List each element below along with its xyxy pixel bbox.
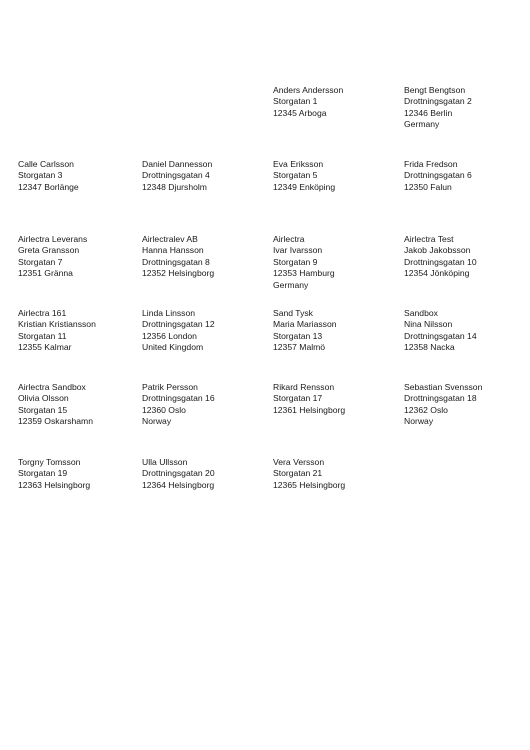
address-line: 12345 Arboga bbox=[273, 107, 327, 118]
address-line: 12348 Djursholm bbox=[142, 181, 207, 192]
address-line: Eva Eriksson bbox=[273, 159, 324, 169]
address-label bbox=[18, 234, 143, 280]
address-label bbox=[404, 308, 529, 354]
address-line: Nina Nilsson bbox=[404, 319, 453, 330]
address-line: Drottningsgatan 16 bbox=[142, 393, 215, 404]
address-line: Airlectra bbox=[273, 234, 305, 244]
address-line: Kristian Kristiansson bbox=[18, 319, 96, 330]
address-line: Germany bbox=[273, 279, 309, 290]
address-line: Airlectra 161 bbox=[18, 308, 67, 318]
address-line: Drottningsgatan 20 bbox=[142, 468, 215, 479]
address-line: Storgatan 17 bbox=[273, 393, 323, 404]
address-line: 12361 Helsingborg bbox=[273, 404, 346, 415]
address-line: 12359 Oskarshamn bbox=[18, 416, 93, 427]
address-line: Maria Mariasson bbox=[273, 319, 337, 330]
address-line: 12347 Borlänge bbox=[18, 181, 79, 192]
address-line: 12351 Gränna bbox=[18, 268, 73, 279]
address-line: 12346 Berlin bbox=[404, 107, 453, 118]
address-line: Airlectralev AB bbox=[142, 234, 198, 244]
address-line: Hanna Hansson bbox=[142, 245, 204, 256]
address-line: Bengt Bengtson bbox=[404, 85, 466, 95]
address-line: 12358 Nacka bbox=[404, 342, 455, 353]
address-label bbox=[273, 85, 398, 119]
address-line: Sand Tysk bbox=[273, 308, 313, 318]
address-line: Jakob Jakobsson bbox=[404, 245, 471, 256]
address-line: Olivia Olsson bbox=[18, 393, 69, 404]
address-line: 12362 Oslo bbox=[404, 404, 448, 415]
address-line: Sebastian Svensson bbox=[404, 382, 483, 392]
address-line: Sandbox bbox=[404, 308, 438, 318]
address-line: Drottningsgatan 4 bbox=[142, 170, 210, 181]
address-line: 12365 Helsingborg bbox=[273, 479, 346, 490]
address-label bbox=[142, 308, 267, 354]
address-line: Drottningsgatan 8 bbox=[142, 256, 210, 267]
address-line: Linda Linsson bbox=[142, 308, 196, 318]
address-line: Storgatan 7 bbox=[18, 256, 63, 267]
address-line: 12349 Enköping bbox=[273, 181, 336, 192]
address-line: 12364 Helsingborg bbox=[142, 479, 215, 490]
address-line: Anders Andersson bbox=[273, 85, 344, 95]
address-label bbox=[18, 382, 143, 428]
address-line: Storgatan 3 bbox=[18, 170, 63, 181]
address-line: 12354 Jönköping bbox=[404, 268, 470, 279]
address-label bbox=[404, 85, 529, 131]
address-line: Drottningsgatan 12 bbox=[142, 319, 215, 330]
address-label bbox=[404, 234, 529, 280]
address-line: 12350 Falun bbox=[404, 181, 452, 192]
address-line: Ulla Ullsson bbox=[142, 457, 188, 467]
address-line: Storgatan 13 bbox=[273, 330, 323, 341]
address-line: Germany bbox=[404, 119, 440, 130]
address-label bbox=[142, 382, 267, 428]
address-line: Airlectra Test bbox=[404, 234, 454, 244]
address-line: Drottningsgatan 14 bbox=[404, 330, 477, 341]
address-label bbox=[142, 234, 267, 280]
address-label bbox=[273, 382, 398, 416]
address-line: 12360 Oslo bbox=[142, 404, 186, 415]
address-label bbox=[404, 159, 529, 193]
address-label bbox=[273, 234, 398, 291]
address-line: Drottningsgatan 10 bbox=[404, 256, 477, 267]
address-label bbox=[18, 159, 143, 193]
address-line: 12352 Helsingborg bbox=[142, 268, 215, 279]
address-line: Calle Carlsson bbox=[18, 159, 74, 169]
address-label bbox=[142, 457, 267, 491]
address-line: 12357 Malmö bbox=[273, 342, 326, 353]
address-label bbox=[404, 382, 529, 428]
address-label bbox=[273, 308, 398, 354]
address-line: 12363 Helsingborg bbox=[18, 479, 91, 490]
address-line: Drottningsgatan 6 bbox=[404, 170, 472, 181]
address-line: Airlectra Leverans bbox=[18, 234, 88, 244]
address-line: Storgatan 9 bbox=[273, 256, 318, 267]
address-line: Greta Gransson bbox=[18, 245, 80, 256]
address-line: Vera Versson bbox=[273, 457, 325, 467]
address-line: Storgatan 21 bbox=[273, 468, 323, 479]
address-line: Frida Fredson bbox=[404, 159, 458, 169]
address-line: Norway bbox=[142, 416, 172, 427]
address-label bbox=[142, 159, 267, 193]
address-line: Storgatan 15 bbox=[18, 404, 68, 415]
address-line: Storgatan 1 bbox=[273, 96, 318, 107]
address-line: Drottningsgatan 18 bbox=[404, 393, 477, 404]
address-line: Torgny Tomsson bbox=[18, 457, 81, 467]
address-line: Norway bbox=[404, 416, 434, 427]
address-line: Storgatan 5 bbox=[273, 170, 318, 181]
address-label bbox=[273, 457, 398, 491]
address-line: 12356 London bbox=[142, 330, 197, 341]
address-label bbox=[18, 457, 143, 491]
address-line: Ivar Ivarsson bbox=[273, 245, 323, 256]
address-line: 12353 Hamburg bbox=[273, 268, 335, 279]
address-label bbox=[273, 159, 398, 193]
address-line: Airlectra Sandbox bbox=[18, 382, 86, 392]
address-line: 12355 Kalmar bbox=[18, 342, 72, 353]
address-line: Drottningsgatan 2 bbox=[404, 96, 472, 107]
address-line: Rikard Rensson bbox=[273, 382, 335, 392]
address-line: Storgatan 19 bbox=[18, 468, 68, 479]
address-line: United Kingdom bbox=[142, 342, 204, 353]
address-label bbox=[18, 308, 143, 354]
address-line: Storgatan 11 bbox=[18, 330, 67, 341]
address-line: Daniel Dannesson bbox=[142, 159, 213, 169]
address-line: Patrik Persson bbox=[142, 382, 198, 392]
